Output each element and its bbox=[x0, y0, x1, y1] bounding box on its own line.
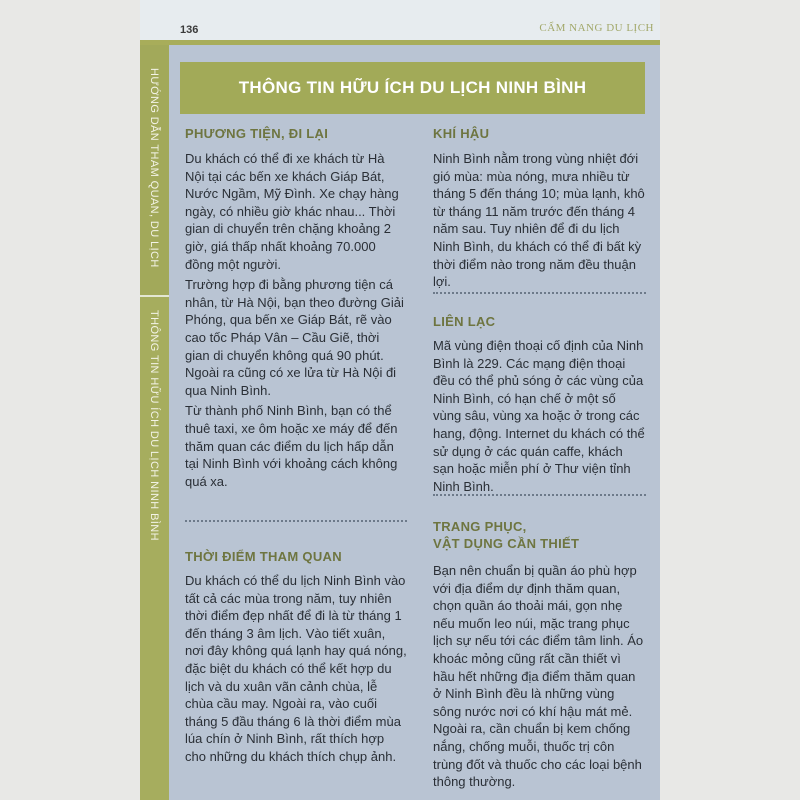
contact-text: Mã vùng điện thoại cố định của Ninh Bình là 229. Các mạng điện thoại đều có thể phủ sóng ở các vùng của Ninh Bình, có hạn chế ở một số vùng sâu, vùng xa hoặc ở trong các hang, động. Internet du khách có thể sử dụng ở các quán caffe, khách sạn hoặc miễn phí ở Thư viện tỉnh Ninh Bình. bbox=[433, 338, 645, 494]
side-label-chapter: THÔNG TIN HỮU ÍCH DU LỊCH NINH BÌNH bbox=[148, 310, 160, 541]
section-divider bbox=[433, 494, 646, 496]
heading-visit-time: THỜI ĐIỂM THAM QUAN bbox=[185, 549, 342, 564]
transport-para-1: Du khách có thể đi xe khách từ Hà Nội tại các bến xe khách Giáp Bát, Nước Ngầm, Mỹ Đình. Xe chạy hàng ngày, có nhiều giờ khác nhau... Thời gian di chuyển trên chặng khoảng 2 giờ, giá thấp nhất khoảng 70.000 đồng một người. bbox=[185, 151, 399, 272]
section-divider bbox=[433, 292, 646, 294]
header-rule bbox=[140, 40, 660, 45]
heading-clothing: TRANG PHỤC, VẬT DỤNG CẦN THIẾT bbox=[433, 519, 580, 551]
title-banner bbox=[180, 62, 645, 114]
transport-text bbox=[185, 150, 407, 490]
heading-transport: PHƯƠNG TIỆN, ĐI LẠI bbox=[185, 126, 329, 141]
book-page bbox=[140, 0, 660, 800]
visit-time-text: Du khách có thể du lịch Ninh Bình vào tất cả các mùa trong năm, tuy nhiên thời điểm đẹp nhất để đi là từ tháng 1 đến tháng 3 âm lịch. Vào tiết xuân, nơi đây không quá lạnh hay quá nóng, đặc biệt du khách có thể kết hợp du lịch và du xuân vãn cảnh chùa, lễ chùa cầu may. Ngoài ra, vào cuối tháng 5 đầu tháng 6 là thời điểm mùa lúa chín ở Ninh Bình, rất thích hợp cho những du khách thích chụp ảnh. bbox=[185, 573, 407, 764]
running-title: CẨM NANG DU LỊCH bbox=[539, 22, 654, 34]
page-title: THÔNG TIN HỮU ÍCH DU LỊCH NINH BÌNH bbox=[238, 78, 587, 97]
transport-para-3: Từ thành phố Ninh Bình, bạn có thể thuê taxi, xe ôm hoặc xe máy để đến thăm quan các điểm du lịch hấp dẫn tại Ninh Bình với khoảng cách không quá xa. bbox=[185, 403, 398, 489]
transport-para-2: Trường hợp đi bằng phương tiện cá nhân, từ Hà Nội, bạn theo đường Giải Phóng, qua bến xe Giáp Bát, rẽ vào cao tốc Pháp Vân – Cầu Giẽ, thời gian di chuyển không quá 90 phút. Ngoài ra cũng có xe lửa từ Hà Nội đi qua Ninh Bình. bbox=[185, 277, 404, 398]
page-header bbox=[140, 0, 660, 40]
page-number: 136 bbox=[180, 24, 199, 36]
climate-text: Ninh Bình nằm trong vùng nhiệt đới gió mùa: mùa nóng, mưa nhiều từ tháng 5 đến tháng 10; mùa lạnh, khô từ tháng 11 năm trước đến tháng 4 năm sau. Tuy nhiên để đi du lịch Ninh Bình, du khách có thể đi bất kỳ thời điểm nào trong năm đều thuận lợi. bbox=[433, 151, 645, 290]
clothing-text: Bạn nên chuẩn bị quần áo phù hợp với địa điểm dự định thăm quan, chọn quần áo thoải mái, gọn nhẹ nếu muốn leo núi, mặc trang phục lịch sự nếu tới các điểm tâm linh. Áo khoác mỏng cũng rất cần thiết vì hầu hết những địa điểm thăm quan ở Ninh Bình đều là những vùng sông nước nơi có khí hậu mát mẻ. Ngoài ra, cần chuẩn bị kem chống nắng, chống muỗi, thuốc trị côn trùng đốt và thuốc cho các loại bệnh thông thường. bbox=[433, 563, 644, 790]
section-divider bbox=[185, 520, 407, 522]
side-label-guide: HƯỚNG DẪN THAM QUAN, DU LỊCH bbox=[148, 68, 160, 268]
heading-climate: KHÍ HẬU bbox=[433, 126, 490, 141]
heading-contact: LIÊN LẠC bbox=[433, 314, 496, 329]
side-tab-divider bbox=[140, 295, 169, 297]
